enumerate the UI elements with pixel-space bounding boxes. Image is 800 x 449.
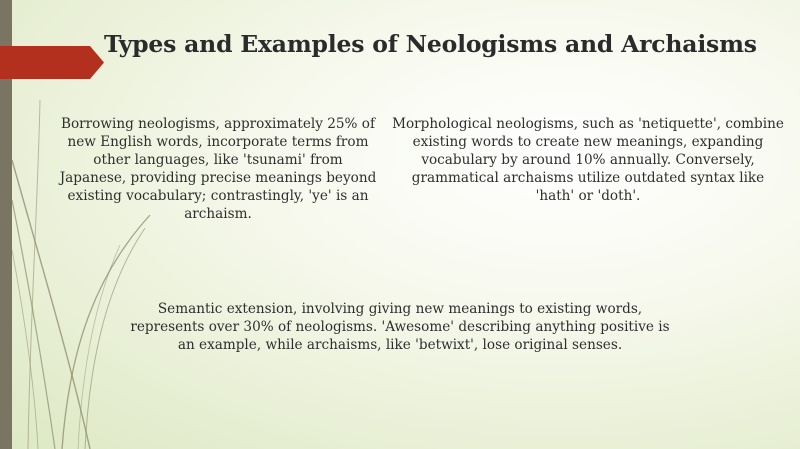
paragraph-semantic-extension: Semantic extension, involving giving new meanings to existing words, represents over 30% of neologisms. 'Awesome' describing anything positive is an example, while archaisms, like 'betwixt', lose original senses. <box>130 301 670 353</box>
paragraph-borrowing-neologisms: Borrowing neologisms, approximately 25% of new English words, incorporate terms from other languages, like 'tsunami' from Japanese, providing precise meanings beyond existing vocabulary; contrastingly, 'ye' is an archaism. <box>59 116 377 222</box>
slide-title: Types and Examples of Neologisms and Archaisms <box>104 30 757 58</box>
title-accent-arrow <box>0 46 104 79</box>
paragraph-morphological-neologisms: Morphological neologisms, such as 'netiquette', combine existing words to create new meanings, expanding vocabulary by around 10% annually. Conversely, grammatical archaisms utilize outdated syntax like 'hath' or 'doth'. <box>392 116 784 204</box>
